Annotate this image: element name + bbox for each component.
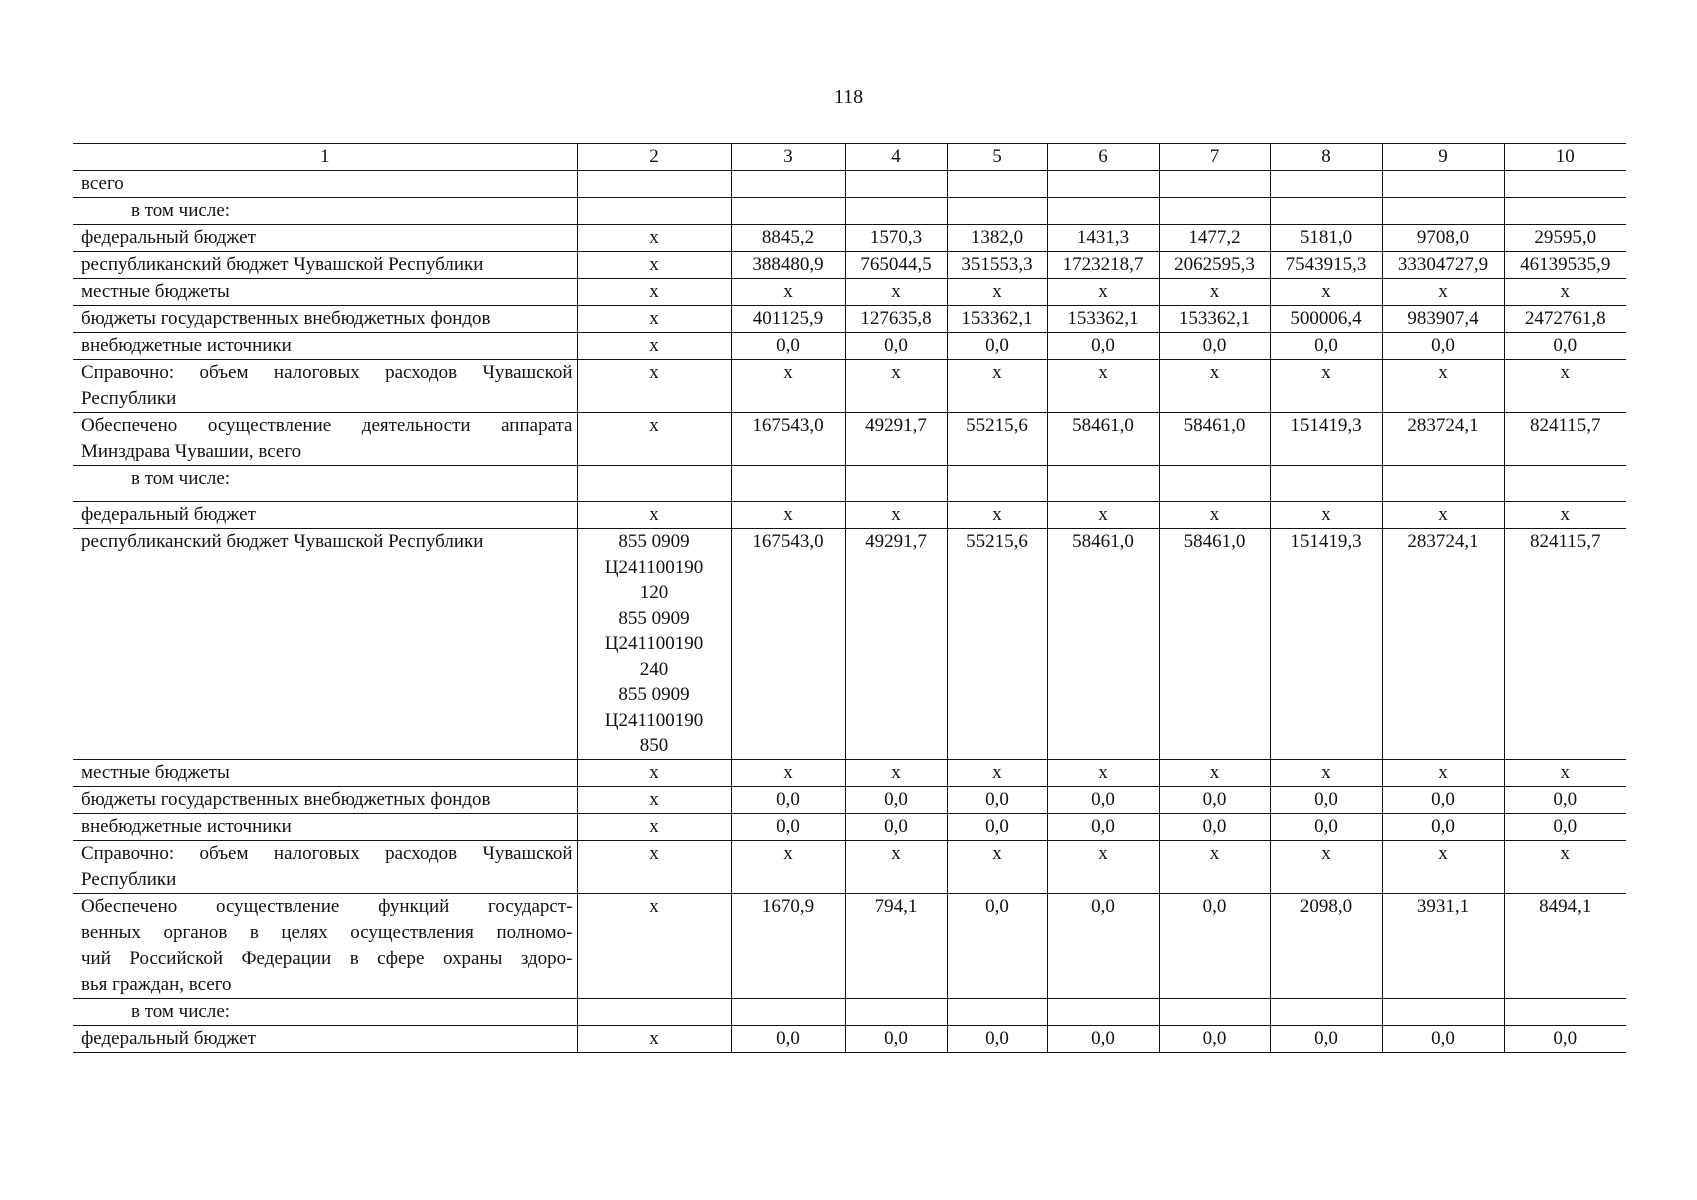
value-cell bbox=[1504, 998, 1626, 1025]
table-row bbox=[73, 998, 1626, 1025]
value-cell: x bbox=[1504, 502, 1626, 529]
value-cell: 0,0 bbox=[1047, 333, 1159, 360]
table-row bbox=[73, 1025, 1626, 1052]
value-cell: 0,0 bbox=[947, 333, 1047, 360]
budget-code-cell: x bbox=[577, 813, 731, 840]
value-cell: x bbox=[1504, 759, 1626, 786]
value-cell: 283724,1 bbox=[1382, 529, 1504, 760]
value-cell: x bbox=[947, 502, 1047, 529]
value-cell bbox=[1159, 466, 1270, 502]
row-label-line: венных органов в целях осуществления полномо- bbox=[81, 921, 573, 943]
value-cell bbox=[731, 466, 845, 502]
budget-code-line: 855 0909 bbox=[618, 684, 690, 705]
table-row bbox=[73, 413, 1626, 466]
budget-table bbox=[73, 143, 1626, 1053]
value-cell: 0,0 bbox=[1047, 1025, 1159, 1052]
value-cell: x bbox=[1047, 840, 1159, 893]
value-cell: 1382,0 bbox=[947, 225, 1047, 252]
budget-code-line: 240 bbox=[639, 658, 669, 680]
table-row bbox=[73, 333, 1626, 360]
row-label: республиканский бюджет Чувашской Республики bbox=[73, 529, 577, 760]
row-label: внебюджетные источники bbox=[73, 333, 577, 360]
row-label: федеральный бюджет bbox=[73, 502, 577, 529]
value-cell bbox=[1270, 171, 1382, 198]
value-cell bbox=[1270, 998, 1382, 1025]
value-cell: 7543915,3 bbox=[1270, 252, 1382, 279]
table-header-row bbox=[73, 144, 1626, 171]
budget-code-cell: x bbox=[577, 840, 731, 893]
budget-code-cell: x bbox=[577, 225, 731, 252]
value-cell: 388480,9 bbox=[731, 252, 845, 279]
value-cell bbox=[1382, 466, 1504, 502]
row-label: республиканский бюджет Чувашской Республики bbox=[73, 252, 577, 279]
value-cell: x bbox=[1270, 360, 1382, 413]
value-cell: x bbox=[731, 840, 845, 893]
row-label: местные бюджеты bbox=[73, 279, 577, 306]
row-label: внебюджетные источники bbox=[73, 813, 577, 840]
value-cell bbox=[845, 198, 947, 225]
value-cell: x bbox=[1382, 360, 1504, 413]
value-cell: x bbox=[1504, 360, 1626, 413]
value-cell bbox=[947, 998, 1047, 1025]
value-cell: 0,0 bbox=[1504, 813, 1626, 840]
value-cell: 0,0 bbox=[1047, 893, 1159, 998]
value-cell: 0,0 bbox=[1159, 813, 1270, 840]
value-cell: x bbox=[1504, 279, 1626, 306]
value-cell: x bbox=[1159, 759, 1270, 786]
budget-code-cell: x bbox=[577, 759, 731, 786]
value-cell: 0,0 bbox=[1270, 333, 1382, 360]
value-cell: 167543,0 bbox=[731, 413, 845, 466]
value-cell: 283724,1 bbox=[1382, 413, 1504, 466]
value-cell bbox=[947, 171, 1047, 198]
value-cell: 0,0 bbox=[947, 786, 1047, 813]
value-cell: x bbox=[731, 279, 845, 306]
value-cell: 0,0 bbox=[1504, 1025, 1626, 1052]
column-number-header: 1 bbox=[73, 144, 577, 171]
value-cell: 0,0 bbox=[1382, 813, 1504, 840]
value-cell: x bbox=[1047, 502, 1159, 529]
value-cell: 55215,6 bbox=[947, 529, 1047, 760]
budget-code-cell bbox=[577, 466, 731, 502]
value-cell: 153362,1 bbox=[1159, 306, 1270, 333]
row-label: в том числе: bbox=[73, 466, 577, 502]
budget-code-cell: x bbox=[577, 360, 731, 413]
value-cell: x bbox=[1270, 502, 1382, 529]
value-cell: x bbox=[1047, 360, 1159, 413]
table-row bbox=[73, 279, 1626, 306]
value-cell bbox=[1047, 198, 1159, 225]
table-row bbox=[73, 759, 1626, 786]
value-cell bbox=[1270, 466, 1382, 502]
value-cell bbox=[1382, 998, 1504, 1025]
value-cell: 0,0 bbox=[1047, 786, 1159, 813]
table-row bbox=[73, 813, 1626, 840]
column-number-header: 5 bbox=[947, 144, 1047, 171]
value-cell: 33304727,9 bbox=[1382, 252, 1504, 279]
value-cell: x bbox=[1270, 279, 1382, 306]
value-cell: 46139535,9 bbox=[1504, 252, 1626, 279]
value-cell: 58461,0 bbox=[1047, 529, 1159, 760]
row-label: в том числе: bbox=[73, 998, 577, 1025]
value-cell: 153362,1 bbox=[1047, 306, 1159, 333]
value-cell: x bbox=[1382, 279, 1504, 306]
value-cell: x bbox=[1159, 279, 1270, 306]
value-cell: 0,0 bbox=[1159, 786, 1270, 813]
value-cell: 127635,8 bbox=[845, 306, 947, 333]
budget-code-line: 850 bbox=[639, 735, 669, 756]
value-cell: x bbox=[1047, 759, 1159, 786]
table-row bbox=[73, 893, 1626, 998]
value-cell bbox=[1382, 171, 1504, 198]
value-cell: 0,0 bbox=[1382, 786, 1504, 813]
value-cell bbox=[947, 198, 1047, 225]
value-cell: 153362,1 bbox=[947, 306, 1047, 333]
value-cell: 1477,2 bbox=[1159, 225, 1270, 252]
value-cell: 0,0 bbox=[1504, 333, 1626, 360]
table-row bbox=[73, 502, 1626, 529]
value-cell bbox=[1047, 998, 1159, 1025]
value-cell: 0,0 bbox=[1159, 893, 1270, 998]
table-row bbox=[73, 786, 1626, 813]
budget-code-line: Ц241100190 bbox=[604, 633, 704, 654]
value-cell: 0,0 bbox=[845, 813, 947, 840]
table-row bbox=[73, 252, 1626, 279]
value-cell: 1570,3 bbox=[845, 225, 947, 252]
value-cell: 55215,6 bbox=[947, 413, 1047, 466]
row-label: бюджеты государственных внебюджетных фондов bbox=[73, 306, 577, 333]
table-row bbox=[73, 171, 1626, 198]
row-label: бюджеты государственных внебюджетных фондов bbox=[73, 786, 577, 813]
value-cell: 824115,7 bbox=[1504, 413, 1626, 466]
table-row bbox=[73, 306, 1626, 333]
value-cell: 765044,5 bbox=[845, 252, 947, 279]
value-cell: 0,0 bbox=[731, 333, 845, 360]
value-cell bbox=[1504, 466, 1626, 502]
value-cell: 794,1 bbox=[845, 893, 947, 998]
budget-code-line: 120 bbox=[639, 582, 669, 603]
budget-code-cell: x bbox=[577, 279, 731, 306]
value-cell: 0,0 bbox=[731, 786, 845, 813]
column-number-header: 7 bbox=[1159, 144, 1270, 171]
value-cell: 0,0 bbox=[731, 1025, 845, 1052]
value-cell: x bbox=[1159, 840, 1270, 893]
budget-code-cell bbox=[577, 198, 731, 225]
value-cell: x bbox=[845, 360, 947, 413]
column-number-header: 9 bbox=[1382, 144, 1504, 171]
table-row bbox=[73, 840, 1626, 893]
value-cell: 3931,1 bbox=[1382, 893, 1504, 998]
row-label-line: вья граждан, всего bbox=[81, 973, 232, 995]
column-number-header: 3 bbox=[731, 144, 845, 171]
value-cell: x bbox=[1504, 840, 1626, 893]
value-cell: 0,0 bbox=[1382, 1025, 1504, 1052]
table-row bbox=[73, 225, 1626, 252]
value-cell: x bbox=[1159, 360, 1270, 413]
budget-code-line: 855 0909 bbox=[618, 607, 690, 629]
budget-code-line: 855 0909 bbox=[618, 531, 690, 552]
value-cell: 2062595,3 bbox=[1159, 252, 1270, 279]
value-cell: x bbox=[845, 840, 947, 893]
value-cell bbox=[1504, 171, 1626, 198]
row-label: местные бюджеты bbox=[73, 759, 577, 786]
value-cell: 0,0 bbox=[947, 893, 1047, 998]
budget-code-cell: x bbox=[577, 893, 731, 998]
value-cell: 0,0 bbox=[947, 813, 1047, 840]
value-cell bbox=[731, 171, 845, 198]
value-cell bbox=[731, 198, 845, 225]
value-cell: 151419,3 bbox=[1270, 413, 1382, 466]
budget-code-cell bbox=[577, 529, 731, 760]
value-cell: 29595,0 bbox=[1504, 225, 1626, 252]
row-label: федеральный бюджет bbox=[73, 225, 577, 252]
value-cell: x bbox=[731, 502, 845, 529]
value-cell: 0,0 bbox=[1159, 333, 1270, 360]
value-cell bbox=[1159, 198, 1270, 225]
column-number-header: 10 bbox=[1504, 144, 1626, 171]
value-cell: 58461,0 bbox=[1047, 413, 1159, 466]
value-cell: x bbox=[1382, 759, 1504, 786]
value-cell: 0,0 bbox=[1047, 813, 1159, 840]
value-cell bbox=[1047, 171, 1159, 198]
value-cell: 0,0 bbox=[1270, 813, 1382, 840]
value-cell: 1723218,7 bbox=[1047, 252, 1159, 279]
value-cell: 824115,7 bbox=[1504, 529, 1626, 760]
budget-code-cell: x bbox=[577, 1025, 731, 1052]
value-cell: 8845,2 bbox=[731, 225, 845, 252]
value-cell: 167543,0 bbox=[731, 529, 845, 760]
value-cell: x bbox=[1270, 840, 1382, 893]
value-cell bbox=[845, 171, 947, 198]
row-label: всего bbox=[73, 171, 577, 198]
column-number-header: 4 bbox=[845, 144, 947, 171]
value-cell: 401125,9 bbox=[731, 306, 845, 333]
value-cell: 49291,7 bbox=[845, 413, 947, 466]
value-cell bbox=[1382, 198, 1504, 225]
value-cell: x bbox=[1159, 502, 1270, 529]
value-cell: 0,0 bbox=[1270, 786, 1382, 813]
budget-code-cell: x bbox=[577, 502, 731, 529]
value-cell: 0,0 bbox=[947, 1025, 1047, 1052]
value-cell: 49291,7 bbox=[845, 529, 947, 760]
value-cell: 1431,3 bbox=[1047, 225, 1159, 252]
value-cell: x bbox=[731, 360, 845, 413]
value-cell: x bbox=[731, 759, 845, 786]
table-row bbox=[73, 529, 1626, 760]
value-cell: 58461,0 bbox=[1159, 413, 1270, 466]
value-cell: x bbox=[947, 279, 1047, 306]
value-cell bbox=[1504, 198, 1626, 225]
budget-code-cell: x bbox=[577, 333, 731, 360]
value-cell: 0,0 bbox=[845, 786, 947, 813]
value-cell: x bbox=[845, 279, 947, 306]
table-row bbox=[73, 466, 1626, 502]
budget-code-cell: x bbox=[577, 252, 731, 279]
value-cell: x bbox=[1047, 279, 1159, 306]
value-cell: 5181,0 bbox=[1270, 225, 1382, 252]
row-label: Справочно: объем налоговых расходов Чувашской Республики bbox=[73, 360, 577, 413]
value-cell: x bbox=[947, 759, 1047, 786]
value-cell bbox=[845, 466, 947, 502]
value-cell: 2472761,8 bbox=[1504, 306, 1626, 333]
value-cell: 351553,3 bbox=[947, 252, 1047, 279]
value-cell: 500006,4 bbox=[1270, 306, 1382, 333]
page-number: 118 bbox=[833, 86, 864, 108]
value-cell bbox=[1159, 171, 1270, 198]
column-number-header: 2 bbox=[577, 144, 731, 171]
table-row bbox=[73, 198, 1626, 225]
value-cell: x bbox=[1382, 840, 1504, 893]
value-cell bbox=[731, 998, 845, 1025]
budget-code-cell bbox=[577, 998, 731, 1025]
value-cell bbox=[1270, 198, 1382, 225]
value-cell: 0,0 bbox=[1270, 1025, 1382, 1052]
budget-code-cell: x bbox=[577, 413, 731, 466]
value-cell bbox=[1159, 998, 1270, 1025]
column-number-header: 6 bbox=[1047, 144, 1159, 171]
value-cell bbox=[947, 466, 1047, 502]
column-number-header: 8 bbox=[1270, 144, 1382, 171]
budget-code-cell bbox=[577, 171, 731, 198]
row-label bbox=[73, 893, 577, 998]
value-cell: 2098,0 bbox=[1270, 893, 1382, 998]
budget-code-line: Ц241100190 bbox=[604, 556, 704, 578]
row-label-line: Обеспечено осуществление функций государст- bbox=[81, 895, 573, 917]
value-cell: 1670,9 bbox=[731, 893, 845, 998]
row-label-line: чий Российской Федерации в сфере охраны здоро- bbox=[81, 947, 573, 969]
value-cell: 0,0 bbox=[1159, 1025, 1270, 1052]
value-cell: 0,0 bbox=[731, 813, 845, 840]
value-cell: 983907,4 bbox=[1382, 306, 1504, 333]
table-row bbox=[73, 360, 1626, 413]
value-cell bbox=[1047, 466, 1159, 502]
value-cell: 0,0 bbox=[1504, 786, 1626, 813]
value-cell: x bbox=[845, 502, 947, 529]
budget-code-line: Ц241100190 bbox=[604, 709, 704, 731]
row-label: Справочно: объем налоговых расходов Чувашской Республики bbox=[73, 840, 577, 893]
value-cell: x bbox=[947, 360, 1047, 413]
value-cell bbox=[845, 998, 947, 1025]
budget-code-cell: x bbox=[577, 786, 731, 813]
row-label: федеральный бюджет bbox=[73, 1025, 577, 1052]
value-cell: x bbox=[1270, 759, 1382, 786]
row-label: Обеспечено осуществление деятельности аппарата Минздрава Чувашии, всего bbox=[73, 413, 577, 466]
value-cell: 8494,1 bbox=[1504, 893, 1626, 998]
value-cell: x bbox=[947, 840, 1047, 893]
value-cell: x bbox=[1382, 502, 1504, 529]
value-cell: 0,0 bbox=[845, 1025, 947, 1052]
row-label: в том числе: bbox=[73, 198, 577, 225]
budget-code-cell: x bbox=[577, 306, 731, 333]
value-cell: 9708,0 bbox=[1382, 225, 1504, 252]
value-cell: 151419,3 bbox=[1270, 529, 1382, 760]
value-cell: 0,0 bbox=[1382, 333, 1504, 360]
value-cell: 0,0 bbox=[845, 333, 947, 360]
value-cell: 58461,0 bbox=[1159, 529, 1270, 760]
value-cell: x bbox=[845, 759, 947, 786]
